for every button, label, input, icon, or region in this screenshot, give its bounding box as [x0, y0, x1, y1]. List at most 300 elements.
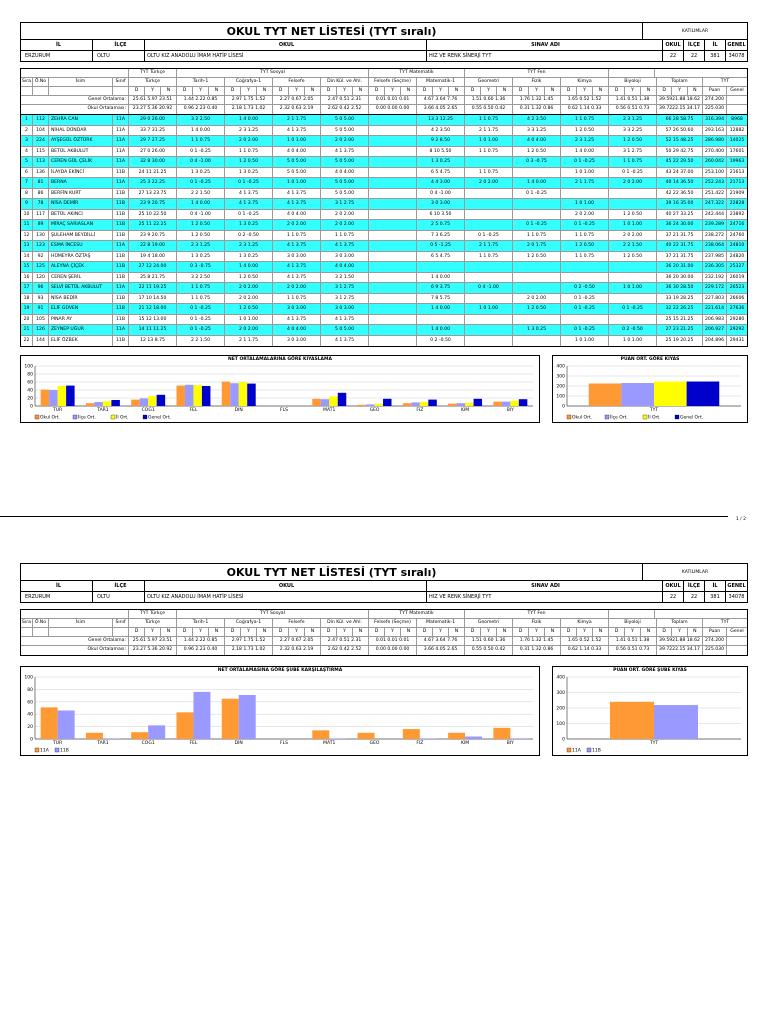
dyn-header: D [465, 628, 481, 636]
x-tick-label: BIY [506, 741, 514, 746]
dyn-header: D [657, 87, 672, 95]
net-cell: 52 15 48.25 [657, 136, 703, 146]
net-cell [561, 262, 609, 272]
net-cell: 40 22 31.75 [657, 241, 703, 251]
bar [41, 707, 58, 739]
average-value: 2.97 1.75 1.52 [225, 96, 273, 104]
bar [448, 733, 465, 739]
average-value: 1.41 0.51 1.38 [609, 96, 657, 104]
net-cell: 40 27 33.25 [657, 210, 703, 220]
info-header: İL [705, 581, 726, 591]
ono-cell: 104 [33, 126, 49, 136]
genel-cell: 8968 [731, 117, 743, 122]
bar [358, 733, 375, 739]
net-cell: 27 12 24.00 [129, 262, 177, 272]
info-value: 34078 [728, 594, 745, 600]
class-cell: 11B [113, 273, 129, 283]
tyt-header: TYT [720, 620, 730, 625]
dyn-header: N [688, 87, 703, 95]
class-cell: 11B [113, 199, 129, 209]
dyn-header: D [561, 628, 577, 636]
student-row [21, 157, 747, 168]
isim-spacer [49, 610, 113, 618]
info-value: 22 [684, 592, 705, 602]
subject-header: Türkçe [129, 619, 177, 627]
info-header: OKUL [145, 40, 427, 50]
ono-cell: 92 [33, 252, 49, 262]
net-cell: 27 0 26.00 [129, 147, 177, 157]
net-cell [369, 231, 417, 241]
net-cell [369, 325, 417, 335]
net-cell [465, 273, 513, 283]
net-cell: 2 0 2.00 [225, 294, 273, 304]
bar [383, 399, 391, 406]
y-tick-label: 40 [27, 388, 33, 394]
ono-header: Ö.No [33, 78, 49, 86]
dyn-header: N [449, 87, 465, 95]
genel-cell: 12882 [729, 127, 745, 133]
column-group: TYT Matematik [369, 69, 465, 77]
student-row [21, 241, 747, 252]
branch-net-svg [21, 667, 539, 755]
net-cell: 36 20 30.00 [657, 273, 703, 283]
info-value: OLTU KIZ ANADOLU İMAM HATİP LİSESİ [145, 51, 427, 61]
blank-cell [21, 628, 33, 636]
net-cell: 5 0 5.00 [321, 157, 369, 167]
y-tick-label: 100 [24, 675, 33, 681]
net-cell: 25 15 21.25 [657, 315, 703, 325]
info-header: SINAV ADI [427, 581, 663, 591]
net-cell: 0 1 -0.25 [177, 315, 225, 325]
isim-header: İsim [49, 619, 113, 627]
subject-header: Toplam [657, 619, 703, 627]
average-fuan: 225.030 [703, 105, 727, 114]
name-cell: SELVİ BETÜL AKBULUT [49, 283, 113, 293]
net-cell: 2 0 2.00 [273, 220, 321, 230]
blank-cell [33, 628, 49, 636]
net-cell: 1 0 1.00 [609, 220, 657, 230]
name-cell: İLAYDA EKİNCİ [49, 168, 113, 178]
legend-label: 11B [592, 748, 601, 754]
fuan-cell: 206.927 [703, 325, 727, 335]
x-tick-label: COG1 [141, 741, 155, 746]
sira-cell: 3 [21, 136, 33, 146]
net-cell: 0 2 -0.50 [417, 336, 465, 347]
column-group: TYT Türkçe [129, 610, 177, 618]
genel-cell: 24716 [729, 222, 745, 227]
name-cell: ZEYNEP UĞUR [49, 325, 113, 335]
info-value: OLTU [93, 592, 145, 602]
legend-label: Genel Ort. [680, 415, 704, 421]
average-value: 39.7222.15 34.17 [657, 646, 703, 655]
net-cell: 33 7 31.25 [129, 126, 177, 136]
isim-header: İsim [49, 78, 113, 86]
report-header [20, 563, 748, 581]
net-cell: 14 11 11.25 [129, 325, 177, 335]
bar [103, 401, 111, 406]
net-cell: 1 3 0.25 [225, 252, 273, 262]
column-group-row [21, 69, 747, 78]
net-cell [513, 315, 561, 325]
dyn-header: N [497, 87, 513, 95]
blank-cell [49, 87, 113, 95]
name-cell: BETÜL AKINCI [49, 210, 113, 220]
subject-header: Tarih-1 [177, 78, 225, 86]
ono-cell: 81 [33, 178, 49, 188]
name-cell: PINAR AY [49, 315, 113, 325]
dyn-header: Y [433, 628, 449, 636]
x-tick-label: FEL [189, 408, 198, 413]
class-cell: 11A [113, 136, 129, 146]
ono-cell: 91 [33, 304, 49, 314]
net-cell: 2 0 2.00 [513, 294, 561, 304]
net-cell [465, 315, 513, 325]
net-cell [561, 273, 609, 283]
net-cell [369, 178, 417, 188]
fuan-cell: 206.983 [703, 315, 727, 325]
bar [58, 386, 66, 406]
info-value: OLTU [93, 51, 145, 61]
net-cell: 0 2 -0.50 [561, 283, 609, 293]
net-cell: 1 2 0.50 [513, 304, 561, 314]
info-value: 381 [705, 51, 726, 61]
net-cell: 25 11 22.25 [129, 220, 177, 230]
dyn-header: Y [337, 628, 353, 636]
x-tick-label: FIZ [416, 741, 424, 746]
net-cell: 3 2 1.50 [321, 273, 369, 283]
subject-header: Matematik-1 [417, 619, 465, 627]
net-cell: 4 2 3.50 [513, 115, 561, 125]
average-value: 3.66 4.05 2.65 [417, 105, 465, 114]
net-cell [369, 168, 417, 178]
net-cell: 1 1 0.75 [609, 157, 657, 167]
net-cell: 3 0 3.00 [321, 252, 369, 262]
legend-swatch [587, 748, 591, 752]
y-tick-label: 100 [24, 364, 33, 370]
ono-cell: 126 [33, 325, 49, 335]
x-tick-label: TUR [53, 741, 63, 746]
ono-cell: 123 [33, 241, 49, 251]
legend-label: Genel Ort. [148, 415, 172, 421]
net-cell [465, 336, 513, 347]
dyn-header: D [561, 87, 577, 95]
net-cell: 2 2 1.50 [177, 336, 225, 347]
net-cell: 36 24 30.00 [657, 220, 703, 230]
average-value: 2.32 0.63 2.19 [273, 646, 321, 655]
sira-cell: 9 [21, 199, 33, 209]
net-cell: 4 1 3.75 [321, 241, 369, 251]
average-value: 39.5921.88 18.62 [657, 637, 703, 645]
column-group: TYT Sosyal [177, 610, 369, 618]
ono-cell: 144 [33, 336, 49, 347]
subject-row [21, 619, 747, 628]
y-tick-label: 0 [562, 737, 565, 743]
average-value: 1.51 0.60 1.36 [465, 637, 513, 645]
legend-swatch [35, 748, 39, 752]
subject-header: Geometri [465, 619, 513, 627]
average-value: 25.61 5.97 23.51 [129, 637, 177, 645]
y-tick-label: 0 [562, 404, 565, 410]
net-cell: 17 10 14.50 [129, 294, 177, 304]
sira-cell: 22 [21, 336, 33, 347]
net-cell: 29 0 26.00 [129, 115, 177, 125]
net-cell: 37 21 31.75 [657, 231, 703, 241]
bar [687, 382, 720, 407]
sira-cell: 12 [21, 231, 33, 241]
bar [239, 382, 247, 406]
toplam-spacer [609, 69, 655, 77]
bar [420, 738, 437, 739]
class-cell: 11B [113, 262, 129, 272]
net-cell [513, 262, 561, 272]
info-header: GENEL [727, 42, 746, 48]
sira-cell: 8 [21, 189, 33, 199]
dyn-header: D [225, 628, 241, 636]
info-value: 381 [705, 592, 726, 602]
average-value: 0.56 0.51 0.73 [609, 646, 657, 655]
student-row [21, 168, 747, 179]
net-cell: 1 0 1.00 [609, 283, 657, 293]
dyn-header: Y [289, 87, 305, 95]
student-row [21, 147, 747, 158]
net-cell: 0 5 -1.25 [417, 241, 465, 251]
x-tick-label: GEO [369, 741, 380, 746]
class-cell: 11A [113, 325, 129, 335]
net-cell: 1 4 0.00 [561, 147, 609, 157]
net-cell: 7 8 5.75 [417, 294, 465, 304]
bar [58, 710, 75, 739]
bar [131, 400, 139, 406]
bar [502, 402, 510, 406]
name-cell: ELİF ÖZBEK [49, 336, 113, 347]
genel-cell: 25327 [729, 264, 745, 269]
net-cell: 1 2 0.50 [513, 252, 561, 262]
genel-header: Genel [730, 629, 744, 634]
genel-header: Genel [730, 88, 744, 93]
y-tick-label: 20 [27, 396, 33, 402]
bar [474, 399, 482, 406]
average-value: 0.96 2.23 0.40 [177, 105, 225, 114]
class-cell: 11A [113, 157, 129, 167]
net-cell: 0 3 -0.75 [177, 262, 225, 272]
net-cell: 1 2 0.50 [225, 157, 273, 167]
average-value: 1.76 1.32 1.45 [513, 96, 561, 104]
net-cell [369, 126, 417, 136]
net-cell: 1 4 0.00 [513, 178, 561, 188]
average-label: Genel Ortalama: [21, 637, 129, 645]
y-tick-label: 300 [556, 374, 565, 380]
fuan-header: Puan [703, 628, 727, 636]
net-cell: 25 8 21.75 [129, 273, 177, 283]
info-header: SINAV ADI [427, 40, 663, 50]
class-cell: 11B [113, 336, 129, 347]
score-comparison-chart [552, 355, 748, 423]
net-cell: 0 4 -1.00 [177, 157, 225, 167]
info-header-row [20, 581, 748, 592]
net-cell: 1 0 1.00 [225, 315, 273, 325]
info-header: İLÇE [93, 581, 145, 591]
sinif-header: Sınıf [113, 619, 129, 627]
bar [457, 403, 465, 406]
info-header: OKUL [663, 40, 684, 50]
net-cell [369, 136, 417, 146]
fuan-cell: 237.985 [703, 252, 727, 262]
report-title: OKUL TYT NET LİSTESİ (TYT sıralı) [21, 23, 643, 39]
net-cell: 5 0 5.00 [321, 115, 369, 125]
name-cell: ELİF GÜVEN [49, 304, 113, 314]
average-value: 2.62 0.42 2.52 [321, 646, 369, 655]
bar [66, 386, 74, 406]
student-row [21, 210, 747, 221]
bar [510, 401, 518, 406]
net-cell: 1 1 0.75 [513, 231, 561, 241]
bar [193, 692, 210, 739]
class-cell: 11B [113, 252, 129, 262]
net-cell: 4 0 4.00 [273, 210, 321, 220]
dyn-header: D [513, 628, 529, 636]
class-cell: 11B [113, 220, 129, 230]
net-cell: 1 1 0.75 [177, 294, 225, 304]
net-cell: 0 1 -0.25 [225, 210, 273, 220]
dyn-header: D [177, 628, 193, 636]
net-cell: 19 4 18.00 [129, 252, 177, 262]
sira-header: Sıra [21, 78, 33, 86]
subject-header: Biyoloji [609, 78, 657, 86]
dyn-header: D [273, 628, 289, 636]
net-cell: 24 11 21.25 [129, 168, 177, 178]
sinif-header: Sınıf [113, 78, 129, 86]
student-row [21, 252, 747, 263]
bar [202, 386, 210, 406]
net-cell: 36 30 28.50 [657, 283, 703, 293]
x-tick-label: MAT1 [323, 741, 336, 746]
fuan-cell: 239.289 [703, 220, 727, 230]
fuan-cell: 232.192 [703, 273, 727, 283]
bar [403, 729, 420, 739]
net-cell: 1 1 0.75 [561, 252, 609, 262]
class-cell: 11A [113, 115, 129, 125]
student-row [21, 231, 747, 242]
bar [111, 400, 119, 406]
net-cell: 4 1 3.75 [273, 199, 321, 209]
subject-header: Felsefe [273, 619, 321, 627]
net-cell: 27 23 21.25 [657, 325, 703, 335]
bar [375, 404, 383, 406]
average-row [21, 96, 747, 105]
average-value: 0.01 0.01 0.01 [369, 96, 417, 104]
legend-swatch [111, 415, 115, 419]
net-cell: 1 0 1.00 [561, 336, 609, 347]
column-group: TYT Türkçe [129, 69, 177, 77]
net-cell: 2 0 2.00 [225, 325, 273, 335]
net-cell [369, 241, 417, 251]
net-cell: 2 1 1.75 [561, 178, 609, 188]
net-cell: 4 0 4.00 [513, 136, 561, 146]
average-value: 1.51 0.60 1.36 [465, 96, 513, 104]
name-cell: BERNA [49, 178, 113, 188]
genel-cell: 29280 [729, 316, 745, 322]
name-cell: BERFİN KURT [49, 189, 113, 199]
net-cell [369, 220, 417, 230]
sira-spacer [21, 610, 33, 618]
y-tick-label: 200 [556, 384, 565, 390]
net-cell: 4 1 3.75 [225, 199, 273, 209]
dyn-header: N [209, 87, 225, 95]
dyn-header: Y [672, 87, 687, 95]
genel-cell: 19963 [729, 159, 745, 164]
dyn-header: Y [337, 87, 353, 95]
net-cell: 3 1 2.75 [321, 199, 369, 209]
net-cell: 0 4 -1.00 [417, 189, 465, 199]
subject-header: Tarih-1 [177, 619, 225, 627]
subject-header: Türkçe [129, 78, 177, 86]
net-cell: 1 1 0.75 [465, 168, 513, 178]
dyn-header: Y [481, 628, 497, 636]
net-cell: 0 1 -0.25 [609, 168, 657, 178]
y-tick-label: 0 [30, 404, 33, 410]
name-cell: NİHAL DÜNDAR [49, 126, 113, 136]
bar [411, 402, 419, 406]
bar [420, 402, 428, 406]
report-header [20, 22, 748, 40]
net-cell [609, 315, 657, 325]
net-cell: 1 0 1.00 [561, 168, 609, 178]
subject-header: Felsefe [273, 78, 321, 86]
name-cell: ZEHRA CAN [49, 115, 113, 125]
net-cell: 37 21 31.75 [657, 252, 703, 262]
y-tick-label: 100 [556, 394, 565, 400]
bar [193, 385, 201, 406]
info-header-row [20, 40, 748, 51]
bar [148, 725, 165, 739]
fuan-cell: 221.614 [703, 304, 727, 314]
net-cell: 42 22 36.50 [657, 189, 703, 199]
legend-swatch [35, 415, 39, 419]
genel-cell: 24810 [729, 243, 745, 248]
dyn-header: N [545, 87, 561, 95]
net-cell: 2 0 2.00 [609, 178, 657, 188]
genel-cell: 29431 [729, 337, 745, 343]
average-value: 0.01 0.01 0.01 [369, 637, 417, 645]
net-cell: 25 3 22.25 [129, 178, 177, 188]
net-cell [513, 210, 561, 220]
class-cell: 11B [113, 294, 129, 304]
fuan-cell: 247.322 [703, 199, 727, 209]
net-cell: 3 2 2.50 [177, 115, 225, 125]
average-value: 0.00 0.00 0.00 [369, 646, 417, 655]
net-cell: 1 1 0.75 [465, 147, 513, 157]
legend-swatch [567, 415, 571, 419]
chart-title: NET ORTALAMALARINA GÖRE KIYASLAMA [227, 357, 333, 362]
net-cell: 1 3 0.25 [513, 325, 561, 335]
net-cell [561, 189, 609, 199]
student-rows [20, 115, 748, 347]
net-cell: 1 1 0.75 [561, 115, 609, 125]
ono-cell: 89 [33, 220, 49, 230]
net-cell: 32 8 30.00 [129, 157, 177, 167]
sinif-spacer [113, 610, 129, 618]
genel-cell: 26019 [729, 274, 745, 280]
chart-title: PUAN ORT. GÖRE ŞUBE KIYAS [613, 668, 687, 673]
bar [465, 403, 473, 406]
charts-row [20, 355, 748, 423]
net-cell [561, 315, 609, 325]
sira-cell: 14 [21, 252, 33, 262]
net-cell: 0 1 -0.25 [513, 220, 561, 230]
info-header: İL [21, 40, 93, 50]
class-cell: 11A [113, 178, 129, 188]
net-cell: 2 3 1.25 [561, 136, 609, 146]
